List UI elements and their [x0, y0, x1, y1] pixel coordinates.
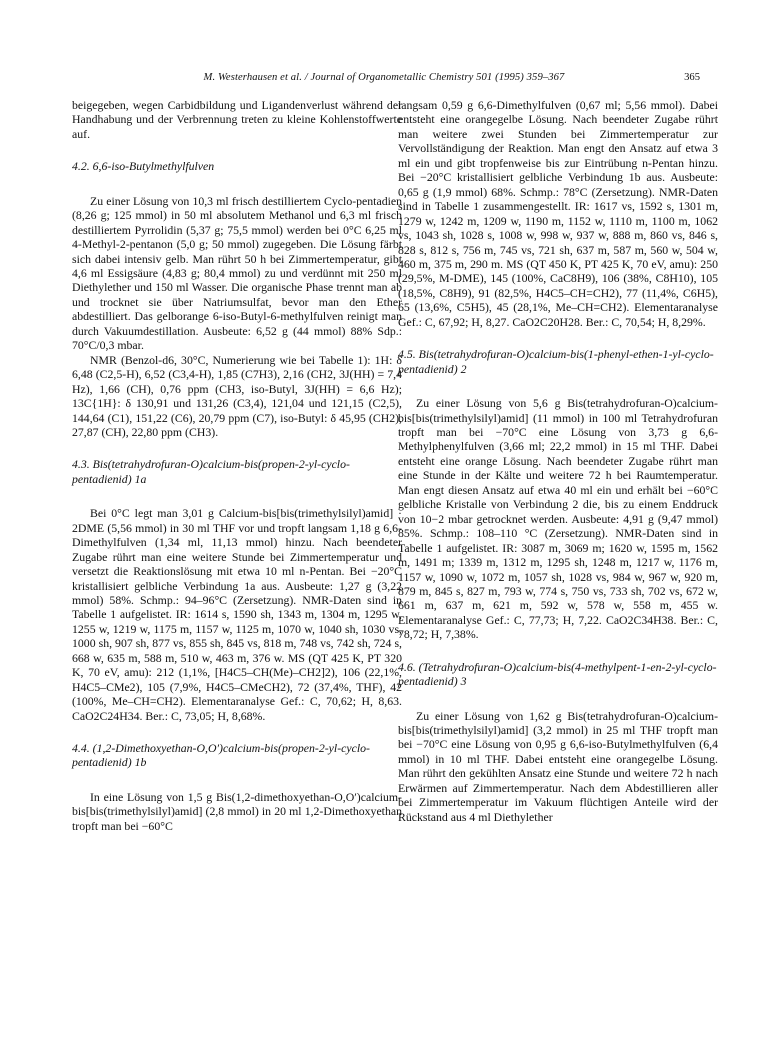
paragraph: Zu einer Lösung von 10,3 ml frisch destilliertem Cyclo-pentadien (8,26 g; 125 mmol) in 50 ml absolutem Methanol und 6,3 ml frisch destilliertem Pyrrolidin (5,37 g; 75,5 mmol) werden bei 0°C 6,25 ml 4-Methyl-2-pentanon (5,0 g; 50 mmol) zugegeben. Die Lösung färbt sich dabei intensiv gelb. Man rührt 50 h bei Zimmertemperatur, gibt 4,6 ml Essigsäure (4,83 g; 80,4 mmol) zu und verdünnt mit 250 ml Diethylether und 150 ml Wasser. Die organische Phase trennt man ab und trocknet sie über Natriumsulfat, bevor man den Ether abdestilliert. Das gelborange 6-iso-Butyl-6-methylfulven reinigt man durch Vakuumdestillation. Ausbeute: 6,52 g (44 mmol) 88% Sdp.: 70°C/0,3 mbar. [72, 193, 402, 353]
section-heading-4-3: 4.3. Bis(tetrahydrofuran-O)calcium-bis(propen-2-yl-cyclo-pentadienid) 1a [72, 457, 350, 486]
section-heading-4-2: 4.2. 6,6-iso-Butylmethylfulven [72, 159, 215, 174]
right-column [398, 98, 718, 824]
section-heading-4-6: 4.6. (Tetrahydrofuran-O)calcium-bis(4-methylpent-1-en-2-yl-cyclo-pentadienid) 3 [398, 659, 717, 689]
page-number: 365 [684, 72, 700, 83]
page-header [0, 72, 768, 88]
paragraph: langsam 0,59 g 6,6-Dimethylfulven (0,67 ml; 5,56 mmol). Dabei entsteht eine orangegelbe Lösung. Nach beendeter Zugabe rührt man weitere zwei Stunden bei Zimmertemperatur zur Vervollständigung der Reaktion. Man engt den Ansatz auf etwa 3 ml ein und gibt tropfenweise bis zur Eintrübung n-Pentan hinzu. Bei −20°C kristallisiert gelbliche Verbindung 1b aus. Ausbeute: 0,65 g (1,9 mmol) 68%. Schmp.: 78°C (Zersetzung). NMR-Daten sind in Tabelle 1 zusammengestellt. IR: 1617 vs, 1592 s, 1301 m, 1279 w, 1242 m, 1209 w, 1190 m, 1152 w, 1110 m, 1100 m, 1062 vs, 1043 sh, 1028 s, 1008 w, 998 w, 937 w, 888 m, 860 vs, 846 s, 828 s, 812 s, 756 m, 745 vs, 721 sh, 637 m, 587 m, 560 w, 504 w, 460 m, 375 m, 290 m. MS (QT 450 K, PT 425 K, 70 eV, amu): 250 (29,5%, M-DME), 145 (100%, CaC8H9), 106 (38%, C8H10), 105 (18,5%, C8H9), 91 (82,5%, H4C5–CH=CH2), 77 (11,4%, C6H5), 65 (13,6%, C5H5), 45 (28,1%, Me–CH=CH2). Elementaranalyse Gef.: C, 67,92; H, 8,27. CaO2C20H28. Ber.: C, 70,54; H, 8,29%. [398, 98, 718, 329]
paragraph: Zu einer Lösung von 1,62 g Bis(tetrahydrofuran-O)calcium-bis[bis(trimethylsilyl)amid] (3,2 mmol) in 25 ml THF tropft man bei −70°C eine Lösung von 0,95 g 6,6-iso-Butylmethylfulven (6,4 mmol) in 10 ml THF. Dabei entsteht eine orangegelbe Lösung. Man rührt den gekühlten Ansatz eine Stunde und weitere 72 h nach Erwärmen auf Zimmertemperatur. Nach dem Abdestillieren aller bei Zimmertemperatur im Vakuum flüchtigen Anteile wird der Rückstand aus 4 ml Diethylether [398, 708, 718, 824]
running-head: M. Westerhausen et al. / Journal of Organometallic Chemistry 501 (1995) 359–367 [203, 72, 565, 83]
paragraph: Bei 0°C legt man 3,01 g Calcium-bis[bis(trimethylsilyl)amid] · 2DME (5,56 mmol) in 30 ml THF vor und tropft langsam 1,18 g 6,6-Dimethylfulven (1,34 ml, 11,13 mmol) hinzu. Nach beendeter Zugabe rührt man eine weitere Stunde bei Zimmertemperatur und versetzt die Reaktionslösung mit etwa 10 ml n-Pentan. Bei −20°C kristallisiert gelbliche Verbindung 1a aus. Ausbeute: 1,27 g (3,22 mmol) 58%. Schmp.: 94–96°C (Zersetzung). NMR-Daten sind in Tabelle 1 aufgelistet. IR: 1614 s, 1590 sh, 1343 m, 1304 m, 1295 w, 1255 w, 1219 w, 1175 m, 1157 w, 1125 m, 1070 w, 1040 sh, 1030 vs, 1000 sh, 907 sh, 877 vs, 855 sh, 845 vs, 818 m, 748 vs, 742 sh, 724 s, 668 w, 635 m, 588 m, 510 w, 463 m, 376 w. MS (QT 425 K, PT 320 K, 70 eV, amu): 212 (1,1%, [H4C5–CH(Me)–CH2]2), 106 (22,1%, H4C5–CMe2), 105 (7,9%, H4C5–CMeCH2), 72 (37,4%, THF), 42 (100%, Me–CH=CH2). Elementaranalyse Gef.: C, 70,62; H, 8,63. CaO2C24H34. Ber.: C, 73,05; H, 8,68%. [72, 506, 402, 723]
left-column [72, 98, 402, 833]
paragraph: NMR (Benzol-d6, 30°C, Numerierung wie bei Tabelle 1): 1H: δ 6,48 (C2,5-H), 6,52 (C3,4-H), 1,85 (C7H3), 2,16 (CH2, 3J(HH) = 7,4 Hz), 1,66 (CH), 0,76 ppm (CH3, iso-Butyl, 3J(HH) = 6,6 Hz); 13C{1H}: δ 130,91 und 131,26 (C3,4), 121,04 und 121,15 (C2,5), 144,64 (C1), 151,22 (C6), 20,79 ppm (C7), iso-Butyl: δ 45,95 (CH2), 27,87 (CH), 22,80 ppm (CH3). [72, 352, 402, 440]
paragraph: beigegeben, wegen Carbidbildung und Ligandenverlust während der Handhabung und der Verbrennung treten zu kleine Kohlenstoffwerte auf. [72, 98, 402, 141]
section-heading-4-4: 4.4. (1,2-Dimethoxyethan-O,O′)calcium-bis(propen-2-yl-cyclo-pentadienid) 1b [72, 741, 370, 770]
paragraph: Zu einer Lösung von 5,6 g Bis(tetrahydrofuran-O)calcium-bis[bis(trimethylsilyl)amid] (11 mmol) in 100 ml Tetrahydrofuran tropft man bei −70°C eine Lösung von 3,73 g 6,6-Methylphenylfulven (3,66 ml; 22,2 mmol) in 15 ml THF. Dabei entsteht eine orange Lösung. Nach beendeter Zugabe rührt man eine Stunde in der Kälte und weitere 72 h bei Raumtemperatur. Man engt diesen Ansatz auf etwa 40 ml ein und erhält bei −60°C gelbliche Kristalle von Verbindung 2 die, bis zu einem Enddruck von 10−2 mbar getrocknet werden. Ausbeute: 4,91 g (9,47 mmol) 85%. Schmp.: 108–110 °C (Zersetzung). NMR-Daten sind in Tabelle 1 aufgelistet. IR: 3087 m, 3069 m; 1620 w, 1595 m, 1562 m, 1491 m; 1339 m, 1312 m, 1295 sh, 1248 m, 1217 w, 1176 m, 1157 w, 1090 w, 1072 m, 1057 sh, 1028 vs, 984 w, 967 w, 920 m, 879 m, 845 s, 827 m, 793 w, 774 s, 750 vs, 733 sh, 702 vs, 672 w, 661 m, 637 m, 621 m, 592 w, 578 w, 558 m, 455 w. Elementaranalyse Gef.: C, 77,73; H, 7,22. CaO2C34H38. Ber.: C, 78,72; H, 7,38%. [398, 396, 718, 642]
section-heading-4-5: 4.5. Bis(tetrahydrofuran-O)calcium-bis(1-phenyl-ethen-1-yl-cyclo-pentadienid) 2 [398, 347, 714, 376]
paragraph: In eine Lösung von 1,5 g Bis(1,2-dimethoxyethan-O,O′)calcium-bis[bis(trimethylsilyl)amid] (2,8 mmol) in 20 ml 1,2-Dimethoxyethan tropft man bei −60°C [72, 789, 402, 833]
